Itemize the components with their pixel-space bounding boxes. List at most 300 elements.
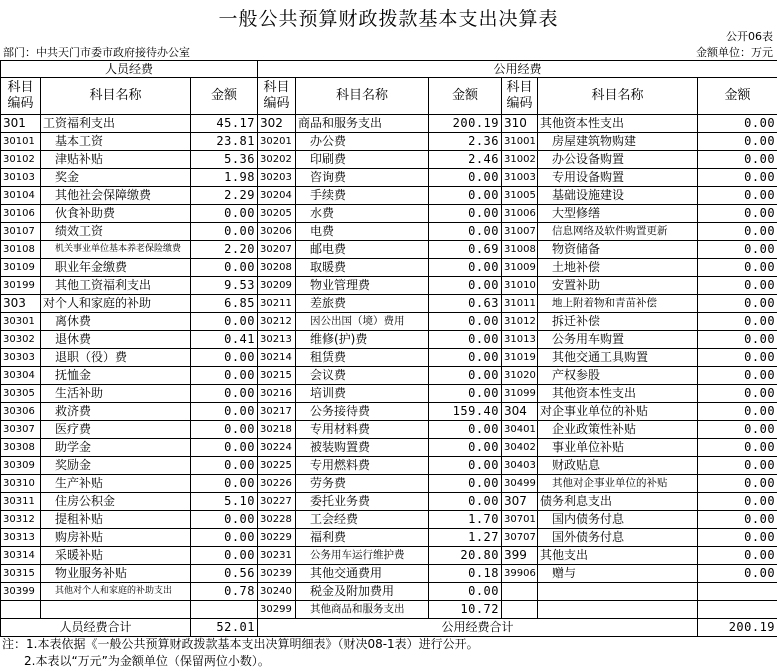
- cell-code: 30229: [258, 529, 296, 547]
- table-row: [1, 565, 777, 583]
- cell-amount: 1.98: [191, 169, 258, 187]
- cell-code: 30212: [258, 313, 296, 331]
- cell-name: 物业服务补贴: [41, 565, 191, 583]
- personnel-total-label: 人员经费合计: [1, 619, 191, 637]
- cell-name: 工会经费: [296, 511, 429, 529]
- unit-label: 金额单位：万元: [696, 46, 773, 59]
- cell-name: 拆迁补偿: [538, 313, 698, 331]
- cell-name: 因公出国（境）费用: [296, 313, 429, 331]
- cell-name: 公务用车运行维护费: [296, 547, 429, 565]
- cell-name: 土地补偿: [538, 259, 698, 277]
- cell-name: 国外债务付息: [538, 529, 698, 547]
- amount-header: 金额: [191, 78, 258, 115]
- cell-amount: 20.80: [429, 547, 502, 565]
- cell-name: 提租补贴: [41, 511, 191, 529]
- cell-amount: 0.00: [698, 385, 777, 403]
- cell-amount: 0.00: [698, 511, 777, 529]
- cell-code: 30228: [258, 511, 296, 529]
- cell-name: 公务接待费: [296, 403, 429, 421]
- table-row: [1, 385, 777, 403]
- cell-name: 伙食补助费: [41, 205, 191, 223]
- cell-name: 奖金: [41, 169, 191, 187]
- cell-amount: 0.63: [429, 295, 502, 313]
- cell-amount: 0.00: [698, 295, 777, 313]
- cell-amount: 0.00: [429, 349, 502, 367]
- cell-name: 其他资本性支出: [538, 385, 698, 403]
- cell-name: [41, 601, 191, 619]
- cell-name: 专用设备购置: [538, 169, 698, 187]
- cell-code: 30204: [258, 187, 296, 205]
- cell-code: 39906: [502, 565, 538, 583]
- cell-code: 31007: [502, 223, 538, 241]
- cell-code: 30299: [258, 601, 296, 619]
- cell-amount: 0.00: [429, 583, 502, 601]
- cell-amount: 0.00: [698, 493, 777, 511]
- cell-code: 30225: [258, 457, 296, 475]
- cell-amount: 0.00: [698, 439, 777, 457]
- cell-name: 印刷费: [296, 151, 429, 169]
- cell-code: 30103: [1, 169, 41, 187]
- cell-name: 产权参股: [538, 367, 698, 385]
- cell-amount: 0.00: [191, 205, 258, 223]
- cell-amount: 5.36: [191, 151, 258, 169]
- cell-amount: 9.53: [191, 277, 258, 295]
- cell-amount: 0.00: [429, 331, 502, 349]
- cell-name: 其他对个人和家庭的补助支出: [41, 583, 191, 601]
- cell-code: 399: [502, 547, 538, 565]
- cell-code: 310: [502, 115, 538, 133]
- cell-name: 职业年金缴费: [41, 259, 191, 277]
- table-row: [1, 367, 777, 385]
- cell-name: 邮电费: [296, 241, 429, 259]
- name-header: 科目名称: [41, 78, 191, 115]
- cell-code: 30217: [258, 403, 296, 421]
- cell-name: 劳务费: [296, 475, 429, 493]
- cell-code: 31002: [502, 151, 538, 169]
- code-header: 科目编码: [1, 78, 41, 115]
- cell-name: 对企事业单位的补贴: [538, 403, 698, 421]
- cell-name: 绩效工资: [41, 223, 191, 241]
- cell-amount: 0.00: [698, 241, 777, 259]
- cell-amount: 0.56: [191, 565, 258, 583]
- cell-amount: 0.00: [698, 205, 777, 223]
- amount-header: 金额: [429, 78, 502, 115]
- cell-name: 津贴补贴: [41, 151, 191, 169]
- cell-code: 30315: [1, 565, 41, 583]
- cell-name: 安置补助: [538, 277, 698, 295]
- cell-amount: 0.00: [191, 547, 258, 565]
- cell-code: 307: [502, 493, 538, 511]
- cell-code: 30314: [1, 547, 41, 565]
- cell-name: [538, 601, 698, 619]
- page-title: 一般公共预算财政拨款基本支出决算表: [218, 8, 559, 30]
- table-row: [1, 115, 777, 133]
- cell-amount: 0.00: [429, 439, 502, 457]
- cell-code: 30224: [258, 439, 296, 457]
- footnotes: [2, 636, 479, 670]
- cell-name: 基础设施建设: [538, 187, 698, 205]
- table-row: [1, 205, 777, 223]
- cell-code: 30207: [258, 241, 296, 259]
- cell-code: 31006: [502, 205, 538, 223]
- cell-amount: 0.00: [698, 151, 777, 169]
- cell-code: [502, 601, 538, 619]
- cell-name: 水费: [296, 205, 429, 223]
- cell-code: 30102: [1, 151, 41, 169]
- cell-code: 30305: [1, 385, 41, 403]
- table-row: [1, 439, 777, 457]
- cell-amount: 0.18: [429, 565, 502, 583]
- cell-amount: 0.00: [698, 187, 777, 205]
- table-row: [1, 241, 777, 259]
- table-row: [1, 133, 777, 151]
- cell-name: 债务利息支出: [538, 493, 698, 511]
- cell-code: 30301: [1, 313, 41, 331]
- table-row: [1, 511, 777, 529]
- cell-amount: [698, 583, 777, 601]
- cell-name: 专用材料费: [296, 421, 429, 439]
- cell-amount: 0.00: [698, 277, 777, 295]
- cell-code: 30313: [1, 529, 41, 547]
- cell-code: 304: [502, 403, 538, 421]
- department-label: 部门：中共天门市委市政府接待办公室: [3, 46, 190, 59]
- table-row: [1, 457, 777, 475]
- cell-code: 30240: [258, 583, 296, 601]
- table-row: [1, 349, 777, 367]
- cell-code: 30399: [1, 583, 41, 601]
- cell-name: 购房补贴: [41, 529, 191, 547]
- cell-name: 其他支出: [538, 547, 698, 565]
- public-group-header: 公用经费: [258, 61, 777, 78]
- public-total-amount: 200.19: [698, 619, 777, 637]
- cell-code: 30106: [1, 205, 41, 223]
- cell-code: 30231: [258, 547, 296, 565]
- cell-name: 电费: [296, 223, 429, 241]
- table-row: [1, 421, 777, 439]
- cell-amount: 0.00: [429, 457, 502, 475]
- cell-amount: 6.85: [191, 295, 258, 313]
- personnel-total-amount: 52.01: [191, 619, 258, 637]
- cell-amount: 0.00: [698, 547, 777, 565]
- cell-code: 30303: [1, 349, 41, 367]
- cell-code: 31009: [502, 259, 538, 277]
- cell-code: 30311: [1, 493, 41, 511]
- name-header: 科目名称: [296, 78, 429, 115]
- cell-code: 30403: [502, 457, 538, 475]
- cell-name: 对个人和家庭的补助: [41, 295, 191, 313]
- table-row: [1, 583, 777, 601]
- cell-amount: 0.00: [191, 511, 258, 529]
- cell-name: 办公费: [296, 133, 429, 151]
- cell-amount: 0.00: [429, 277, 502, 295]
- cell-amount: 0.00: [191, 259, 258, 277]
- cell-code: 30307: [1, 421, 41, 439]
- cell-amount: 2.29: [191, 187, 258, 205]
- table-row: [1, 295, 777, 313]
- cell-amount: 0.00: [698, 529, 777, 547]
- cell-code: 31019: [502, 349, 538, 367]
- table-row: [1, 223, 777, 241]
- cell-code: 31003: [502, 169, 538, 187]
- cell-amount: 0.00: [698, 331, 777, 349]
- cell-amount: 0.00: [191, 349, 258, 367]
- cell-name: 其他资本性支出: [538, 115, 698, 133]
- cell-name: 公务用车购置: [538, 331, 698, 349]
- form-number: 公开06表: [726, 30, 773, 43]
- cell-code: 30208: [258, 259, 296, 277]
- cell-amount: 0.00: [698, 421, 777, 439]
- cell-name: 差旅费: [296, 295, 429, 313]
- cell-code: 30218: [258, 421, 296, 439]
- cell-name: 住房公积金: [41, 493, 191, 511]
- cell-name: 基本工资: [41, 133, 191, 151]
- cell-code: 30227: [258, 493, 296, 511]
- cell-name: 助学金: [41, 439, 191, 457]
- personnel-group-header: 人员经费: [1, 61, 258, 78]
- cell-amount: 0.00: [698, 259, 777, 277]
- cell-code: 31005: [502, 187, 538, 205]
- cell-amount: 159.40: [429, 403, 502, 421]
- cell-name: 救济费: [41, 403, 191, 421]
- table-row: [1, 331, 777, 349]
- cell-amount: [698, 601, 777, 619]
- cell-code: 31008: [502, 241, 538, 259]
- cell-code: 30306: [1, 403, 41, 421]
- cell-name: 生活补助: [41, 385, 191, 403]
- cell-code: 30401: [502, 421, 538, 439]
- cell-code: [1, 601, 41, 619]
- cell-name: 物资储备: [538, 241, 698, 259]
- cell-name: 奖励金: [41, 457, 191, 475]
- cell-name: 国内债务付息: [538, 511, 698, 529]
- cell-amount: 0.00: [429, 223, 502, 241]
- cell-name: 采暖补贴: [41, 547, 191, 565]
- cell-name: 房屋建筑物购建: [538, 133, 698, 151]
- cell-code: 30701: [502, 511, 538, 529]
- amount-header: 金额: [698, 78, 777, 115]
- cell-name: 生产补贴: [41, 475, 191, 493]
- cell-code: 31012: [502, 313, 538, 331]
- cell-name: 税金及附加费用: [296, 583, 429, 601]
- cell-code: 303: [1, 295, 41, 313]
- cell-amount: 0.00: [698, 457, 777, 475]
- cell-code: 30402: [502, 439, 538, 457]
- cell-name: 赠与: [538, 565, 698, 583]
- cell-code: 302: [258, 115, 296, 133]
- cell-code: 30216: [258, 385, 296, 403]
- cell-amount: 0.00: [191, 475, 258, 493]
- cell-amount: 0.00: [191, 223, 258, 241]
- cell-name: 退休费: [41, 331, 191, 349]
- cell-code: 30211: [258, 295, 296, 313]
- cell-amount: 1.70: [429, 511, 502, 529]
- cell-amount: 0.00: [698, 367, 777, 385]
- cell-code: 30104: [1, 187, 41, 205]
- cell-code: 30707: [502, 529, 538, 547]
- cell-amount: 0.41: [191, 331, 258, 349]
- cell-code: 31020: [502, 367, 538, 385]
- group-header-row: [1, 61, 777, 78]
- table-row: [1, 547, 777, 565]
- cell-code: 31011: [502, 295, 538, 313]
- cell-amount: 0.00: [429, 169, 502, 187]
- cell-amount: 5.10: [191, 493, 258, 511]
- cell-name: 机关事业单位基本养老保险缴费: [41, 241, 191, 259]
- cell-name: 租赁费: [296, 349, 429, 367]
- cell-amount: 2.36: [429, 133, 502, 151]
- cell-name: 培训费: [296, 385, 429, 403]
- cell-amount: [191, 601, 258, 619]
- table-row: [1, 259, 777, 277]
- cell-name: 其他社会保障缴费: [41, 187, 191, 205]
- cell-name: 工资福利支出: [41, 115, 191, 133]
- cell-name: 被装购置费: [296, 439, 429, 457]
- cell-amount: 0.00: [429, 421, 502, 439]
- cell-amount: 0.00: [698, 349, 777, 367]
- cell-amount: 0.00: [191, 457, 258, 475]
- cell-name: 地上附着物和青苗补偿: [538, 295, 698, 313]
- cell-code: 30209: [258, 277, 296, 295]
- cell-code: [502, 583, 538, 601]
- cell-code: 30239: [258, 565, 296, 583]
- table-row: [1, 529, 777, 547]
- cell-name: 抚恤金: [41, 367, 191, 385]
- cell-code: 30108: [1, 241, 41, 259]
- cell-amount: 0.00: [429, 313, 502, 331]
- name-header: 科目名称: [538, 78, 698, 115]
- cell-code: 30202: [258, 151, 296, 169]
- cell-name: 离休费: [41, 313, 191, 331]
- cell-code: 31099: [502, 385, 538, 403]
- cell-amount: 0.00: [698, 403, 777, 421]
- cell-code: 30312: [1, 511, 41, 529]
- cell-amount: 0.00: [429, 475, 502, 493]
- cell-amount: 0.00: [191, 421, 258, 439]
- cell-name: 会议费: [296, 367, 429, 385]
- cell-name: 大型修缮: [538, 205, 698, 223]
- cell-code: 30308: [1, 439, 41, 457]
- cell-name: 医疗费: [41, 421, 191, 439]
- cell-amount: 10.72: [429, 601, 502, 619]
- table-row: [1, 493, 777, 511]
- cell-amount: 45.17: [191, 115, 258, 133]
- cell-name: 取暖费: [296, 259, 429, 277]
- cell-code: 30215: [258, 367, 296, 385]
- cell-name: [538, 583, 698, 601]
- cell-amount: 0.00: [191, 403, 258, 421]
- cell-code: 301: [1, 115, 41, 133]
- cell-name: 事业单位补贴: [538, 439, 698, 457]
- cell-amount: 0.00: [429, 259, 502, 277]
- cell-amount: 0.00: [429, 205, 502, 223]
- cell-name: 其他工资福利支出: [41, 277, 191, 295]
- cell-amount: 0.78: [191, 583, 258, 601]
- footnote-2: 2.本表以“万元”为金额单位（保留两位小数）。: [24, 654, 270, 668]
- code-header: 科目编码: [502, 78, 538, 115]
- cell-amount: 0.00: [191, 313, 258, 331]
- cell-amount: 0.00: [698, 133, 777, 151]
- cell-amount: 0.00: [698, 223, 777, 241]
- cell-name: 退职（役）费: [41, 349, 191, 367]
- cell-code: 30199: [1, 277, 41, 295]
- cell-code: 30302: [1, 331, 41, 349]
- cell-name: 信息网络及软件购置更新: [538, 223, 698, 241]
- cell-amount: 1.27: [429, 529, 502, 547]
- cell-name: 维修(护)费: [296, 331, 429, 349]
- cell-amount: 0.00: [429, 493, 502, 511]
- cell-amount: 0.00: [429, 187, 502, 205]
- cell-amount: 0.00: [698, 565, 777, 583]
- cell-code: 31013: [502, 331, 538, 349]
- cell-name: 委托业务费: [296, 493, 429, 511]
- cell-amount: 0.00: [698, 115, 777, 133]
- cell-amount: 0.00: [429, 385, 502, 403]
- cell-code: 30499: [502, 475, 538, 493]
- cell-code: 30214: [258, 349, 296, 367]
- code-header: 科目编码: [258, 78, 296, 115]
- cell-name: 商品和服务支出: [296, 115, 429, 133]
- cell-amount: 0.00: [698, 475, 777, 493]
- cell-name: 办公设备购置: [538, 151, 698, 169]
- table-row: [1, 313, 777, 331]
- cell-name: 财政贴息: [538, 457, 698, 475]
- table-row: [1, 403, 777, 421]
- cell-code: 30213: [258, 331, 296, 349]
- cell-amount: 0.00: [698, 169, 777, 187]
- cell-name: 咨询费: [296, 169, 429, 187]
- cell-amount: 200.19: [429, 115, 502, 133]
- cell-code: 30309: [1, 457, 41, 475]
- table-row: [1, 169, 777, 187]
- column-header-row: [1, 78, 777, 115]
- cell-code: 31001: [502, 133, 538, 151]
- cell-amount: 0.00: [698, 313, 777, 331]
- table-row: [1, 187, 777, 205]
- cell-amount: 0.00: [191, 529, 258, 547]
- cell-amount: 23.81: [191, 133, 258, 151]
- expenditure-table: [0, 60, 777, 637]
- cell-code: 30206: [258, 223, 296, 241]
- cell-name: 手续费: [296, 187, 429, 205]
- cell-code: 30101: [1, 133, 41, 151]
- cell-name: 专用燃料费: [296, 457, 429, 475]
- cell-amount: 0.69: [429, 241, 502, 259]
- cell-name: 企业政策性补贴: [538, 421, 698, 439]
- cell-code: 30203: [258, 169, 296, 187]
- cell-amount: 0.00: [191, 439, 258, 457]
- cell-code: 30304: [1, 367, 41, 385]
- cell-amount: 0.00: [191, 367, 258, 385]
- cell-code: 31010: [502, 277, 538, 295]
- totals-row: [1, 619, 777, 637]
- table-row: [1, 601, 777, 619]
- cell-code: 30109: [1, 259, 41, 277]
- cell-amount: 0.00: [429, 367, 502, 385]
- cell-amount: 0.00: [191, 385, 258, 403]
- cell-code: 30201: [258, 133, 296, 151]
- footnote-1: 注：1.本表依据《一般公共预算财政拨款基本支出决算明细表》（财决08-1表）进行公开。: [2, 637, 479, 651]
- cell-name: 其他交通工具购置: [538, 349, 698, 367]
- cell-code: 30205: [258, 205, 296, 223]
- cell-name: 其他交通费用: [296, 565, 429, 583]
- cell-name: 福利费: [296, 529, 429, 547]
- cell-code: 30226: [258, 475, 296, 493]
- cell-amount: 2.20: [191, 241, 258, 259]
- table-row: [1, 475, 777, 493]
- cell-code: 30107: [1, 223, 41, 241]
- cell-amount: 2.46: [429, 151, 502, 169]
- table-row: [1, 151, 777, 169]
